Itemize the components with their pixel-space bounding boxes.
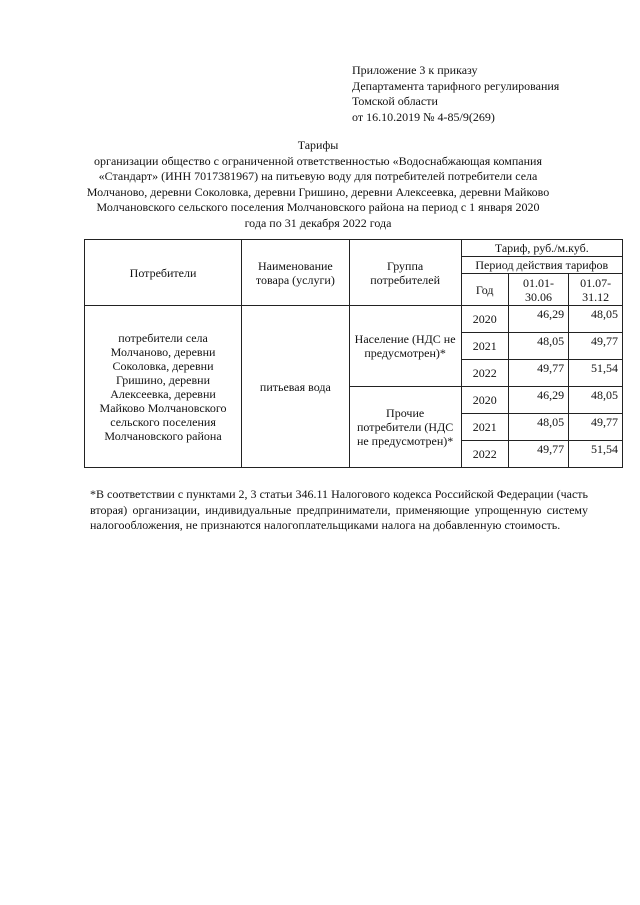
- tariff-value: 49,77: [508, 441, 568, 468]
- header-consumers: Потребители: [85, 240, 242, 306]
- year-cell: 2021: [461, 414, 508, 441]
- appendix-line: от 16.10.2019 № 4-85/9(269): [352, 109, 495, 124]
- header-period: Период действия тарифов: [461, 257, 622, 274]
- tariff-value: 49,77: [569, 333, 623, 360]
- header-group: Группа потребителей: [349, 240, 461, 306]
- consumers-cell: потребители села Молчаново, деревни Соколовка, деревни Гришино, деревни Алексеевка, деревни Майково Молчановского сельского поселения Молчановского района: [85, 306, 242, 468]
- tariff-value: 46,29: [508, 306, 568, 333]
- year-cell: 2020: [461, 387, 508, 414]
- tariff-value: 51,54: [569, 360, 623, 387]
- year-cell: 2020: [461, 306, 508, 333]
- year-cell: 2022: [461, 360, 508, 387]
- title-heading: Тарифы: [297, 138, 339, 152]
- tariff-value: 48,05: [569, 306, 623, 333]
- title-line: организации общество с ограниченной ответственностью «Водоснабжающая компания: [94, 153, 542, 168]
- group-cell: Прочие потребители (НДС не предусмотрен)*: [349, 387, 461, 468]
- tariff-value: 48,05: [508, 333, 568, 360]
- tariff-table: [84, 239, 623, 468]
- appendix-line: Томской области: [352, 94, 438, 108]
- year-cell: 2021: [461, 333, 508, 360]
- tariff-value: 51,54: [569, 441, 623, 468]
- group-cell: Население (НДС не предусмотрен)*: [349, 306, 461, 387]
- title-line: Молчаново, деревни Соколовка, деревни Гришино, деревни Алексеевка, деревни Майково: [86, 184, 550, 199]
- header-tariff: Тариф, руб./м.куб.: [461, 240, 622, 257]
- year-cell: 2022: [461, 441, 508, 468]
- tariff-value: 49,77: [569, 414, 623, 441]
- appendix-line: Департамента тарифного регулирования: [352, 78, 560, 93]
- title-line: года по 31 декабря 2022 года: [244, 215, 392, 230]
- header-year: Год: [461, 274, 508, 306]
- title-line: «Стандарт» (ИНН 7017381967) на питьевую воду для потребителей потребители села: [98, 169, 538, 183]
- appendix-line: Приложение 3 к приказу: [352, 63, 478, 77]
- header-product: Наименование товара (услуги): [242, 240, 350, 306]
- tariff-value: 49,77: [508, 360, 568, 387]
- tariff-value: 48,05: [569, 387, 623, 414]
- appendix-header: [352, 63, 559, 125]
- header-half1: 01.01-30.06: [508, 274, 568, 306]
- product-cell: питьевая вода: [242, 306, 350, 468]
- tariff-value: 46,29: [508, 387, 568, 414]
- footnote: *В соответствии с пунктами 2, 3 статьи 346.11 Налогового кодекса Российской Федерации (часть вторая) организации, индивидуальные предприниматели, применяющие упрощенную систему налогообложения, не признаются налогоплательщиками налога на добавленную стоимость.: [90, 487, 588, 532]
- title-line: Молчановского сельского поселения Молчановского района на период с 1 января 2020: [96, 200, 540, 214]
- document-title: [70, 138, 566, 231]
- header-half2: 01.07-31.12: [569, 274, 623, 306]
- tariff-value: 48,05: [508, 414, 568, 441]
